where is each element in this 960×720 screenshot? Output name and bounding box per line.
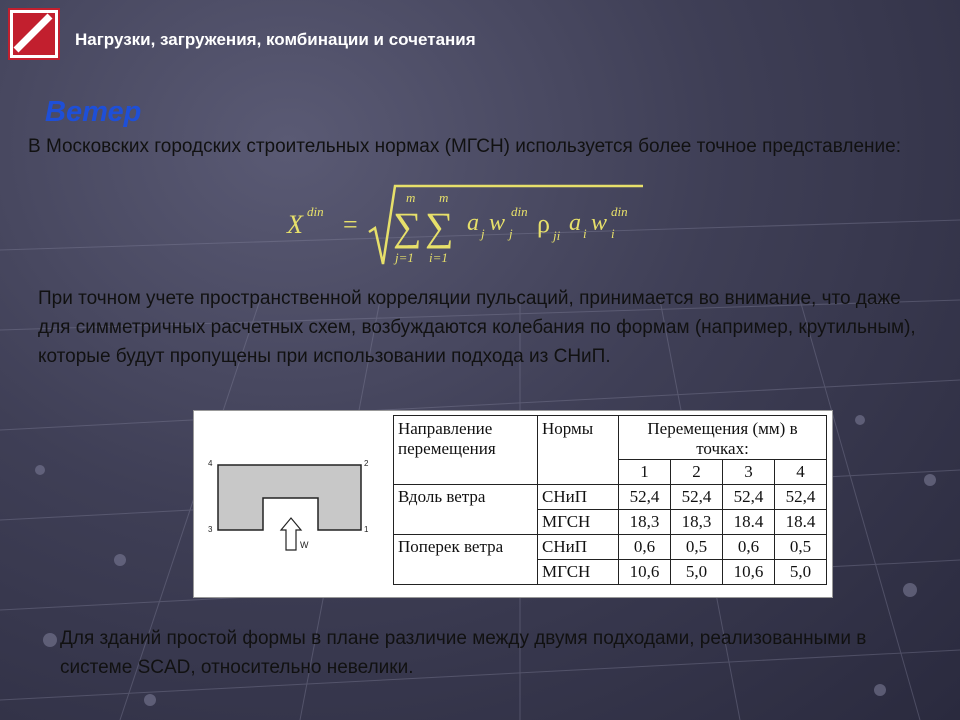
point-1-label: 1 xyxy=(364,525,369,534)
cell-value: 52,4 xyxy=(671,485,723,510)
point-4-label: 4 xyxy=(208,459,213,468)
sum-j-icon: ∑ xyxy=(393,204,422,249)
formula-w-sup-j: din xyxy=(511,204,528,219)
sum-j-bottom: j=1 xyxy=(395,250,414,265)
point-3-label: 3 xyxy=(208,525,213,534)
cell-value: 0,5 xyxy=(671,535,723,560)
formula-w-sub-i: i xyxy=(611,226,615,241)
logo xyxy=(8,8,60,60)
table-row xyxy=(394,485,827,510)
row-norm: СНиП xyxy=(538,485,619,510)
header-norms: Нормы xyxy=(538,416,619,485)
row-direction: Вдоль ветра xyxy=(394,485,538,535)
cell-value: 18,3 xyxy=(671,510,723,535)
table-row xyxy=(394,535,827,560)
wind-label: W xyxy=(300,540,309,550)
page-title: Нагрузки, загружения, комбинации и сочетания xyxy=(75,30,476,49)
section-title: Ветер xyxy=(45,96,142,128)
cell-value: 5,0 xyxy=(775,560,827,585)
formula-lhs-sup: din xyxy=(307,204,324,219)
formula-a-sub-j: j xyxy=(481,226,485,241)
cell-value: 52,4 xyxy=(775,485,827,510)
wind-arrow-icon xyxy=(281,518,301,550)
intro-text: В Московских городских строительных нормах (МГСН) используется более точное представление: xyxy=(28,136,901,157)
cell-value: 18,3 xyxy=(619,510,671,535)
row-norm: МГСН xyxy=(538,560,619,585)
formula-lhs: X xyxy=(287,210,303,239)
formula xyxy=(285,180,645,270)
row-norm: МГСН xyxy=(538,510,619,535)
formula-a-j: a xyxy=(467,210,479,236)
header-point-1: 1 xyxy=(619,460,671,485)
building-plan-diagram xyxy=(203,420,391,590)
sum-j-top: m xyxy=(406,190,416,205)
formula-w-sup-i: din xyxy=(611,204,628,219)
conclusion-paragraph: Для зданий простой формы в плане различие между двумя подходами, реализованными в системе SCAD, относительно невелики. xyxy=(60,628,867,678)
cell-value: 5,0 xyxy=(671,560,723,585)
cell-value: 18.4 xyxy=(723,510,775,535)
cell-value: 10,6 xyxy=(723,560,775,585)
cell-value: 0,5 xyxy=(775,535,827,560)
formula-rho: ρ xyxy=(537,209,550,238)
row-norm: СНиП xyxy=(538,535,619,560)
header-point-4: 4 xyxy=(775,460,827,485)
header-displacements: Перемещения (мм) в точках: xyxy=(619,416,827,460)
sum-i-icon: ∑ xyxy=(425,204,454,249)
header-point-2: 2 xyxy=(671,460,723,485)
sum-i-top: m xyxy=(439,190,449,205)
logo-icon xyxy=(10,10,58,58)
cell-value: 10,6 xyxy=(619,560,671,585)
correlation-paragraph: При точном учете пространственной корреляции пульсаций, принимается во внимание, что даже для симметричных расчетных схем, возбуждаются колебания по формам (например, крутильным), которые будут пропущены при использовании подхода из СНиП. xyxy=(38,288,916,367)
formula-eq: = xyxy=(343,210,358,239)
formula-a-sub-i: i xyxy=(583,226,587,241)
formula-rho-sub: ji xyxy=(553,228,561,243)
row-direction: Поперек ветра xyxy=(394,535,538,585)
point-2-label: 2 xyxy=(364,459,369,468)
sum-i-bottom: i=1 xyxy=(429,250,448,265)
cell-value: 0,6 xyxy=(723,535,775,560)
formula-w-sub-j: j xyxy=(509,226,513,241)
formula-a-i: a xyxy=(569,210,581,236)
header-point-3: 3 xyxy=(723,460,775,485)
cell-value: 52,4 xyxy=(723,485,775,510)
formula-w-j: w xyxy=(489,210,506,236)
displacement-table xyxy=(393,415,827,585)
cell-value: 18.4 xyxy=(775,510,827,535)
cell-value: 0,6 xyxy=(619,535,671,560)
cell-value: 52,4 xyxy=(619,485,671,510)
formula-w-i: w xyxy=(591,210,608,236)
header-direction: Направление перемещения xyxy=(394,416,538,485)
